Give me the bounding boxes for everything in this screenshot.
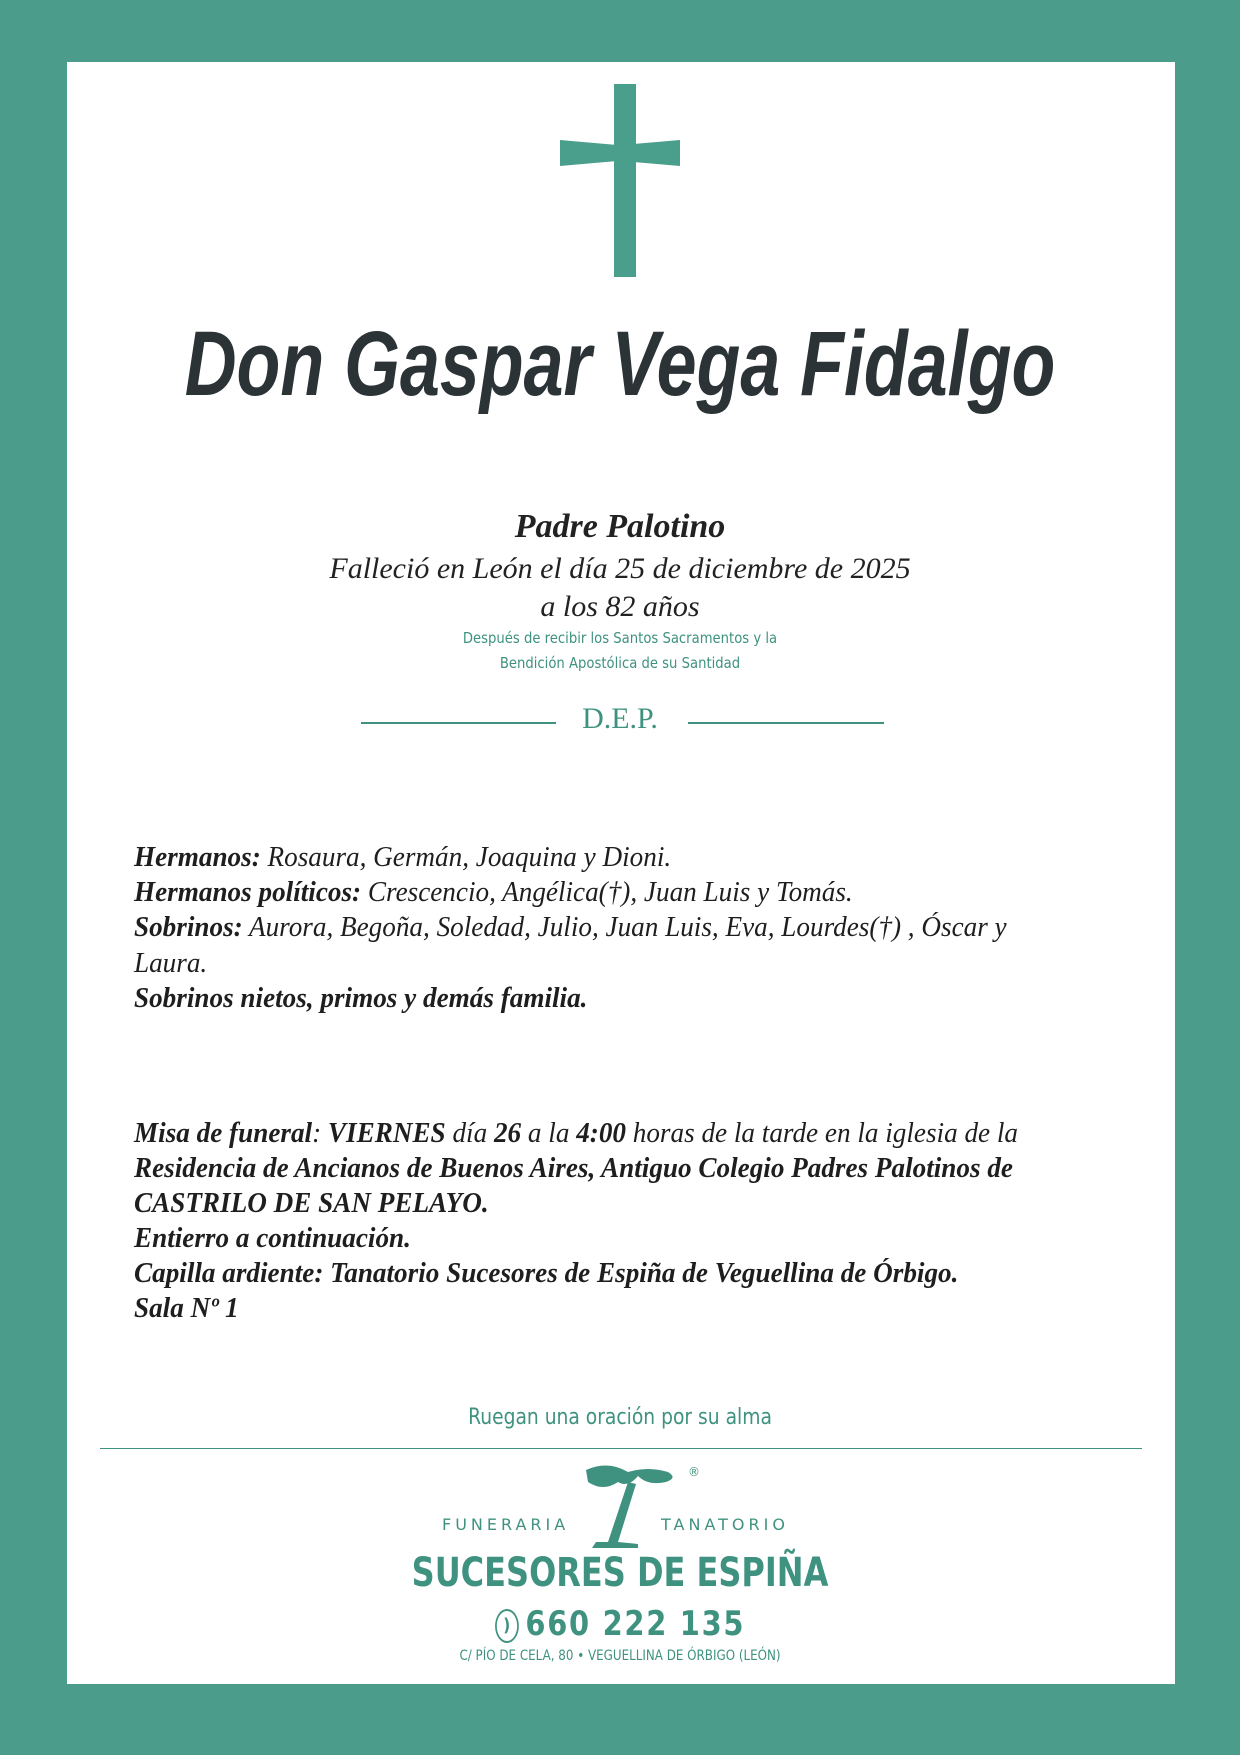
registered-mark: ®: [688, 1465, 700, 1479]
family-line: Laura.: [134, 948, 208, 979]
funeraria-label: FUNERARIA: [442, 1515, 570, 1534]
sacraments-line-2: Bendición Apostólica de su Santidad: [499, 654, 741, 672]
family-line: Sobrinos nietos, primos y demás familia.: [134, 983, 588, 1014]
cross-icon: [614, 84, 636, 277]
death-date: Falleció en León el día 25 de diciembre de 2025: [329, 552, 911, 585]
company-name: SUCESORES DE ESPIÑA: [411, 1550, 829, 1596]
family-line: Sobrinos: Aurora, Begoña, Soledad, Julio, Juan Luis, Eva, Lourdes(†) , Óscar y: [134, 912, 1007, 943]
tree-logo-icon: [578, 1462, 688, 1550]
funeral-line: Capilla ardiente: Tanatorio Sucesores de Espiña de Veguellina de Órbigo.: [134, 1258, 959, 1289]
address: C/ PÍO DE CELA, 80 • VEGUELLINA DE ÓRBIGO (LEÓN): [459, 1648, 781, 1664]
prayer-text: Ruegan una oración por su alma: [468, 1405, 772, 1430]
deceased-name: Don Gaspar Vega Fidalgo: [184, 313, 1056, 415]
family-line: Hermanos: Rosaura, Germán, Joaquina y Dioni.: [134, 842, 672, 873]
funeral-line: Residencia de Ancianos de Buenos Aires, Antiguo Colegio Padres Palotinos de: [134, 1153, 1013, 1184]
divider-right: [688, 722, 884, 724]
age: a los 82 años: [540, 590, 700, 623]
tanatorio-label: TANATORIO: [661, 1515, 789, 1534]
phone-icon: ): [495, 1609, 519, 1643]
funeral-line: Entierro a continuación.: [134, 1223, 411, 1254]
role: Padre Palotino: [514, 508, 726, 545]
dep: D.E.P.: [582, 702, 658, 735]
footer-divider: [100, 1448, 1142, 1449]
funeral-line: Sala Nº 1: [134, 1293, 239, 1324]
funeral-line: Misa de funeral: VIERNES día 26 a la 4:00 horas de la tarde en la iglesia de la: [134, 1118, 1019, 1149]
phone-line: [93, 1604, 1147, 1644]
family-line: Hermanos políticos: Crescencio, Angélica(†), Juan Luis y Tomás.: [134, 877, 853, 908]
phone-number: 660 222 135: [525, 1604, 746, 1644]
funeral-line: CASTRILO DE SAN PELAYO.: [134, 1188, 489, 1219]
sacraments-line-1: Después de recibir los Santos Sacramentos y la: [462, 629, 778, 647]
